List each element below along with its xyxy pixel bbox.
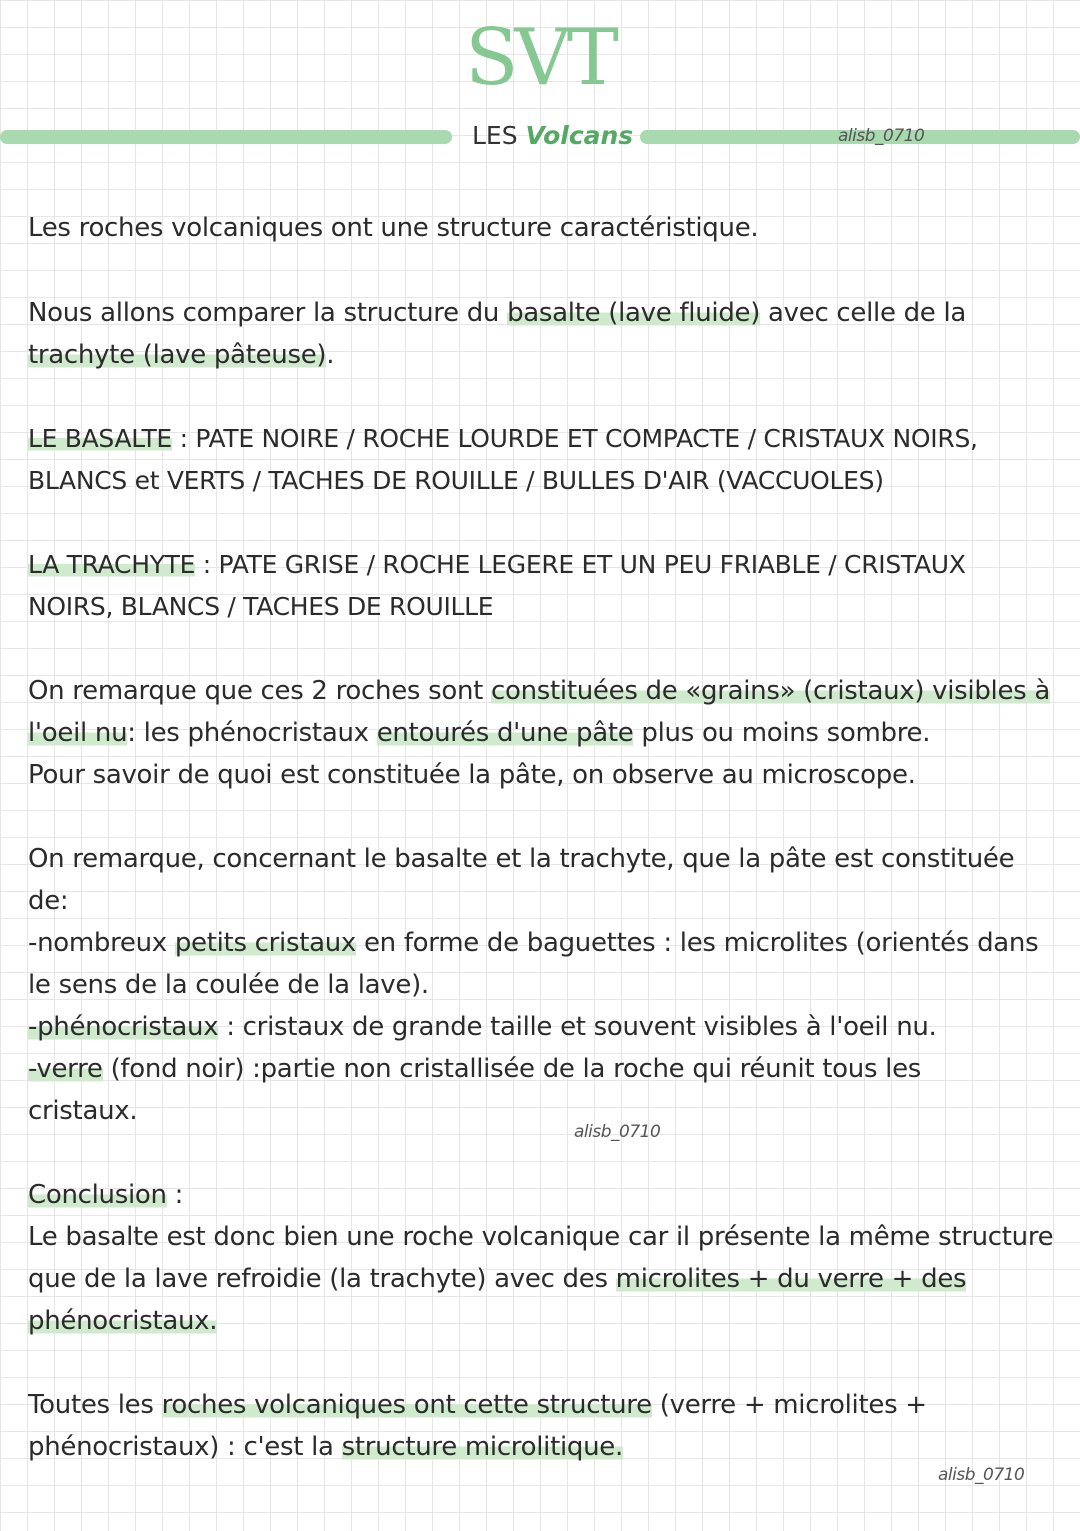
remark-line: -nombreux petits cristaux en forme de baguettes : les microlites (orientés dans xyxy=(28,928,1039,958)
basalte-label: LE BASALTE xyxy=(28,424,172,453)
conclusion-label: Conclusion xyxy=(28,1180,167,1210)
highlight: trachyte (lave pâteuse) xyxy=(28,340,327,370)
conclusion-paragraph xyxy=(28,1174,1068,1342)
page-subtitle xyxy=(472,118,642,154)
remark-line: -verre (fond noir) :partie non cristallisée de la roche qui réunit tous les xyxy=(28,1054,922,1084)
conclusion-line xyxy=(28,1300,1068,1342)
author-handle: alisb_0710 xyxy=(574,1122,661,1142)
highlight: -verre xyxy=(28,1054,103,1084)
author-handle: alisb_0710 xyxy=(938,1465,1025,1485)
intro-line: Les roches volcaniques ont une structure caractéristique. xyxy=(28,213,759,243)
subtitle-highlight: Volcans xyxy=(525,121,634,150)
remark-line: l'oeil nu: les phénocristaux entourés d'une pâte plus ou moins sombre. xyxy=(28,718,931,748)
subtitle-prefix: LES xyxy=(472,121,518,150)
highlight: -phénocristaux xyxy=(28,1012,219,1042)
comparison-line: trachyte (lave pâteuse). xyxy=(28,340,335,370)
highlight: entourés d'une pâte xyxy=(376,718,634,748)
highlight: basalte (lave fluide) xyxy=(507,298,761,328)
highlight: microlites + du verre + des xyxy=(615,1264,967,1294)
basalte-description xyxy=(28,418,1068,502)
basalte-line: LE BASALTE : PATE NOIRE / ROCHE LOURDE ET COMPACTE / CRISTAUX NOIRS, xyxy=(28,424,978,453)
highlight: constituées de «grains» (cristaux) visibles à xyxy=(491,676,1050,706)
trachyte-label: LA TRACHYTE xyxy=(28,550,196,579)
conclusion-line: Le basalte est donc bien une roche volcanique car il présente la même structure xyxy=(28,1222,1054,1252)
header-divider-left xyxy=(0,130,452,144)
final-line: phénocristaux) : c'est la structure microlitique. xyxy=(28,1432,623,1462)
remark-line: cristaux. xyxy=(28,1096,138,1126)
page-title: SVT xyxy=(465,13,615,103)
final-paragraph xyxy=(28,1384,1068,1468)
intro-paragraph xyxy=(28,207,1068,249)
highlight: roches volcaniques ont cette structure xyxy=(161,1390,652,1420)
conclusion-line: Conclusion : xyxy=(28,1180,184,1210)
remark-line: -phénocristaux : cristaux de grande taille et souvent visibles à l'oeil nu. xyxy=(28,1012,937,1042)
trachyte-description xyxy=(28,544,1068,628)
highlight: l'oeil nu xyxy=(28,718,128,748)
remark-line: le sens de la coulée de la lave). xyxy=(28,970,429,1000)
author-handle: alisb_0710 xyxy=(838,126,925,146)
remark-line: On remarque que ces 2 roches sont constituées de «grains» (cristaux) visibles à xyxy=(28,676,1050,706)
remark-paste-paragraph xyxy=(28,838,1068,1132)
conclusion-line: que de la lave refroidie (la trachyte) avec des microlites + du verre + des xyxy=(28,1264,967,1294)
highlight: petits cristaux xyxy=(174,928,357,958)
highlight: structure microlitique. xyxy=(341,1432,623,1462)
remark-line: Pour savoir de quoi est constituée la pâte, on observe au microscope. xyxy=(28,760,916,790)
final-line: Toutes les roches volcaniques ont cette structure (verre + microlites + xyxy=(28,1390,927,1420)
comparison-paragraph xyxy=(28,292,1068,376)
trachyte-line: NOIRS, BLANCS / TACHES DE ROUILLE xyxy=(28,592,494,621)
remark-line: On remarque, concernant le basalte et la trachyte, que la pâte est constituée xyxy=(28,844,1015,874)
remark-line: de: xyxy=(28,886,69,916)
comparison-line: Nous allons comparer la structure du basalte (lave fluide) avec celle de la xyxy=(28,298,967,328)
highlight: phénocristaux. xyxy=(28,1306,218,1336)
remark-grains-paragraph xyxy=(28,670,1068,796)
trachyte-line: LA TRACHYTE : PATE GRISE / ROCHE LEGERE ET UN PEU FRIABLE / CRISTAUX xyxy=(28,550,966,579)
basalte-line: BLANCS et VERTS / TACHES DE ROUILLE / BULLES D'AIR (VACCUOLES) xyxy=(28,466,884,495)
